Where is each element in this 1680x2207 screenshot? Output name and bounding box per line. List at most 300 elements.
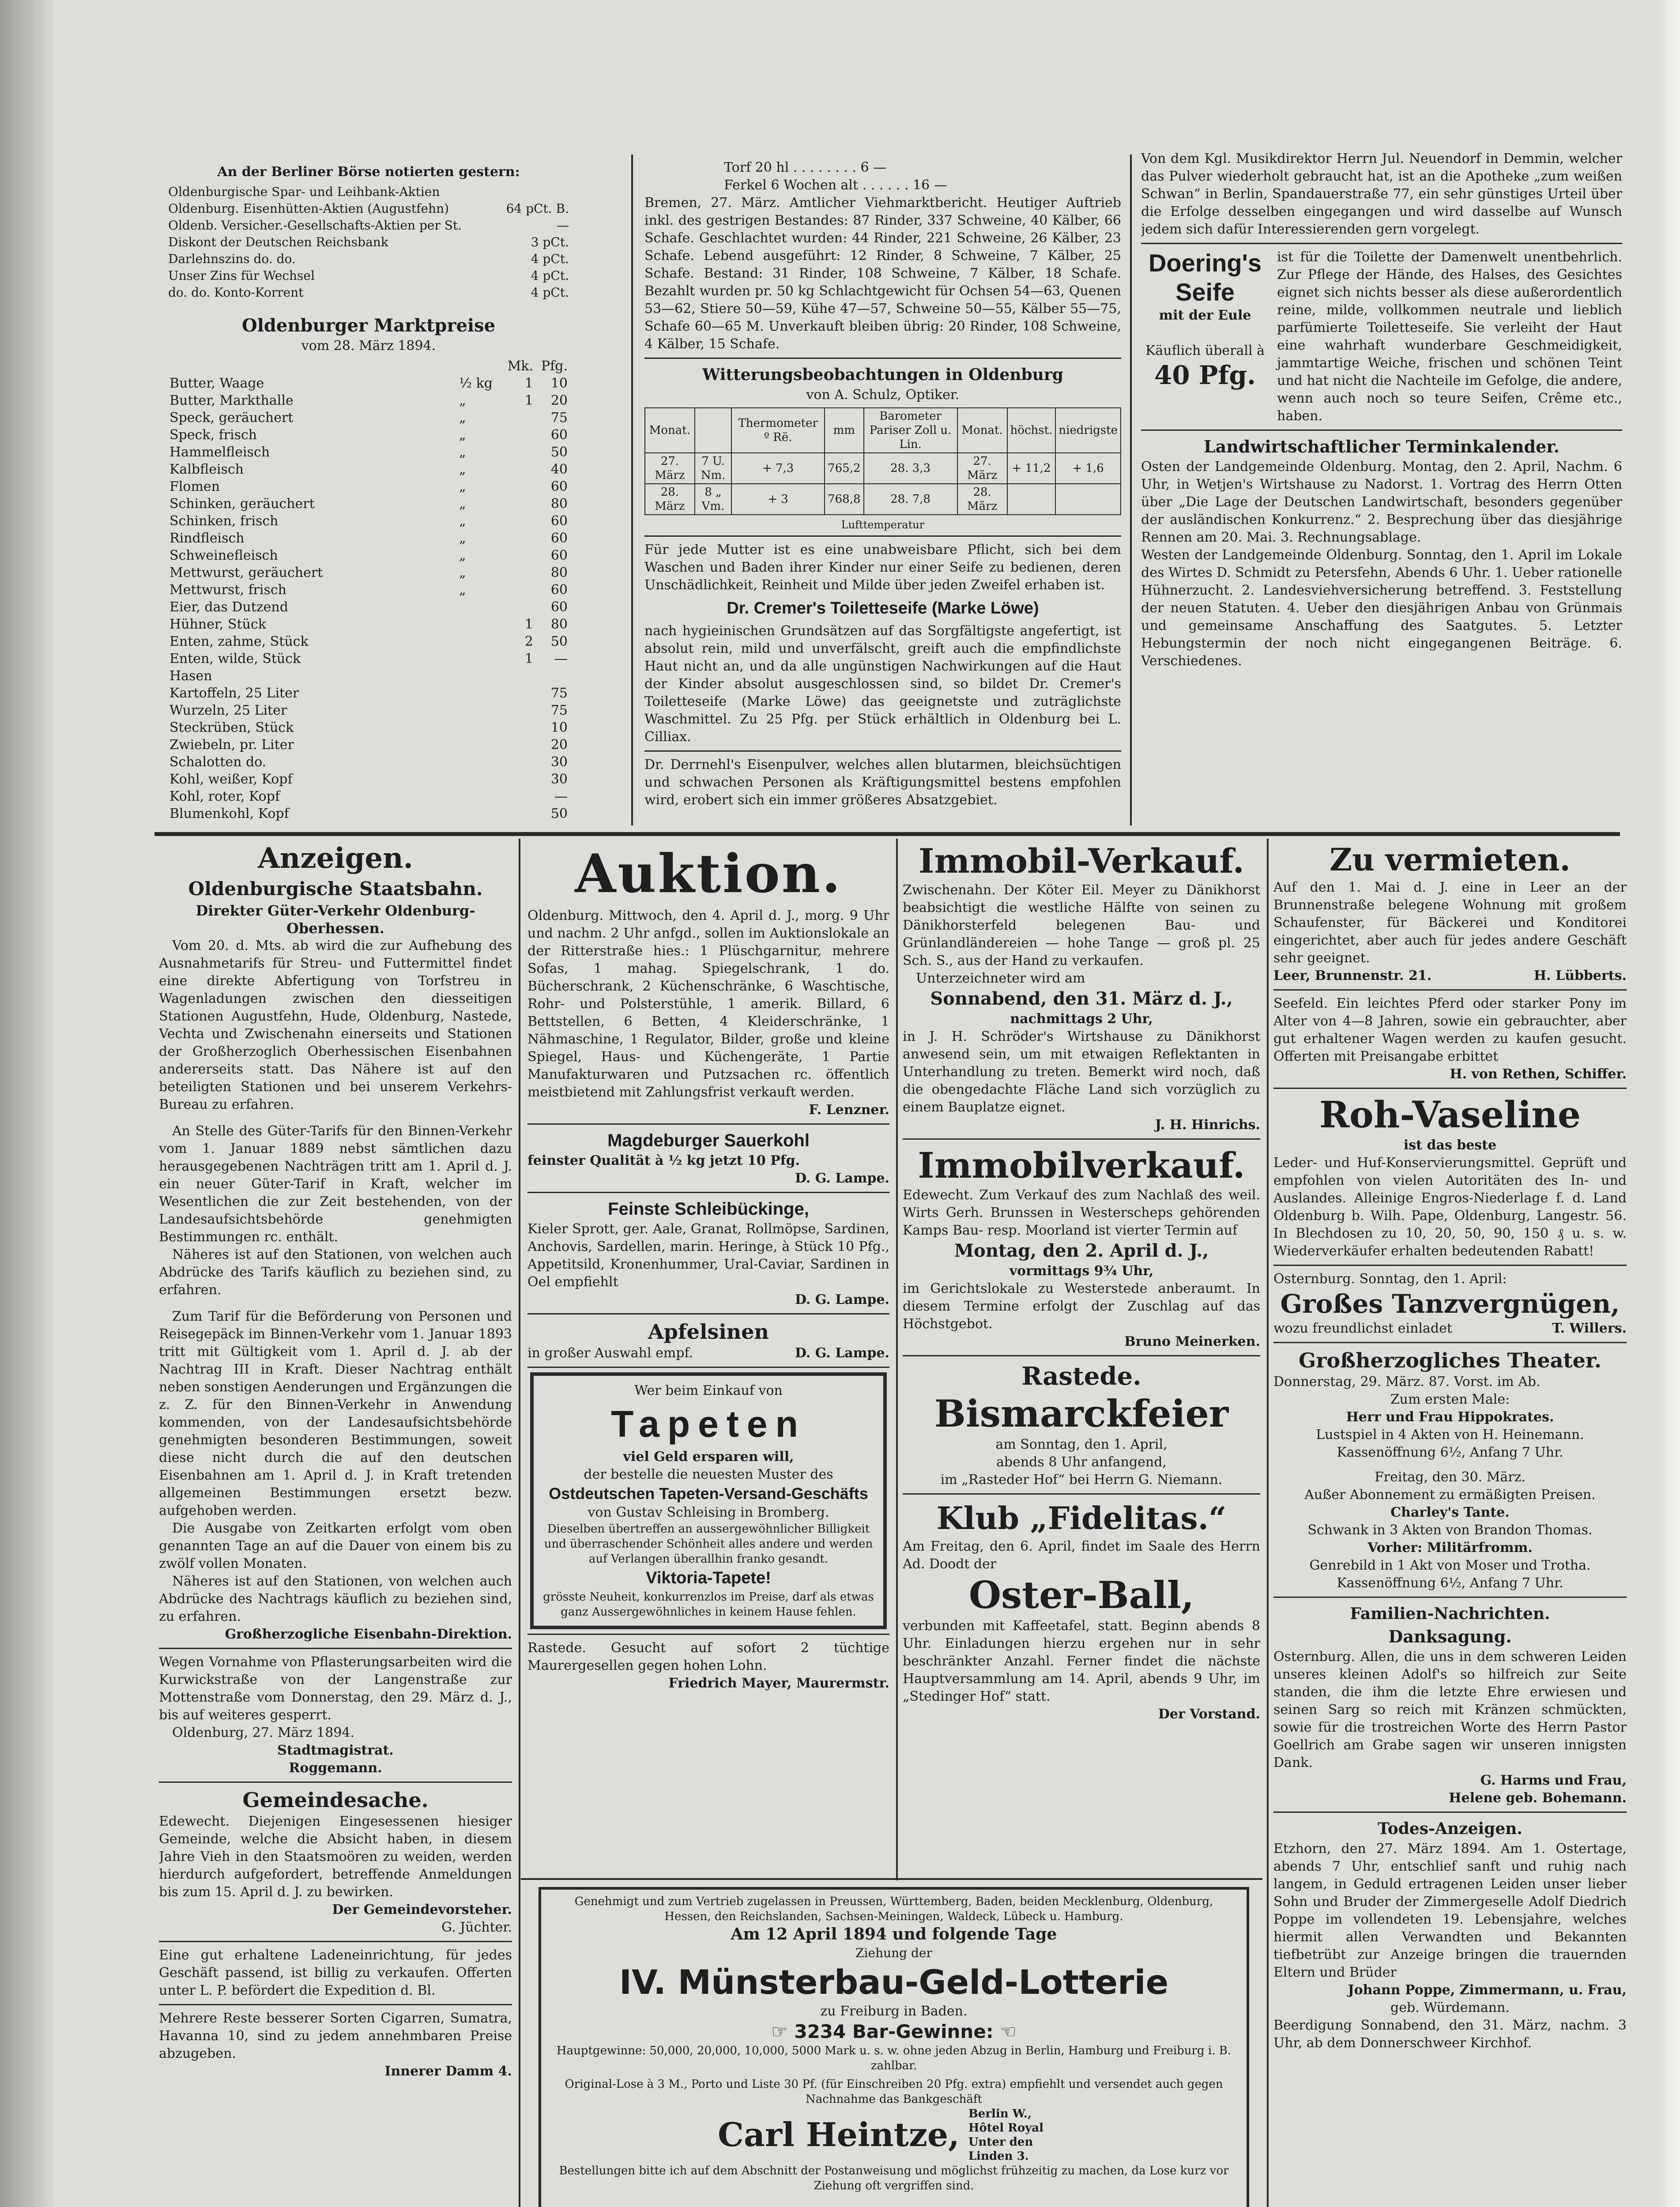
marktpreis-pfg: 10 — [550, 376, 568, 391]
pointing-hand-left-icon: ☜ — [993, 2021, 1017, 2042]
column-rule — [1267, 839, 1269, 2207]
boerse-value: — — [557, 218, 569, 233]
tapeten-line1: Wer beim Einkauf von — [634, 1383, 783, 1398]
marktpreis-item: Blumenkohl, Kopf — [170, 806, 289, 821]
apfelsinen-title: Apfelsinen — [648, 1320, 769, 1344]
marktpreis-pfg: 75 — [550, 410, 568, 426]
marktpreis-item: Schinken, frisch — [170, 513, 279, 529]
immobil2-text: Edewecht. Zum Verkauf des zum Nachlaß des weil. Wirts Gerh. Brunssen in Westerscheps gehörenden Kamps Bau- resp. Moorland ist vierter Termin auf — [903, 1187, 1260, 1238]
immobil1-date: Sonnabend, den 31. März d. J., — [930, 988, 1233, 1009]
ferkel-price: Ferkel 6 Wochen alt . . . . . . 16 — — [724, 177, 947, 193]
apfelsinen-text — [527, 1345, 889, 1362]
rule — [1273, 1597, 1627, 1598]
vermieten-title: Zu vermieten. — [1330, 841, 1571, 878]
marktpreis-unit — [457, 667, 501, 685]
theater-title: Großherzogliches Theater. — [1299, 1348, 1601, 1372]
rule — [1273, 1088, 1627, 1089]
wetter-col-hoechst: höchst. — [1007, 408, 1056, 453]
rule — [903, 1138, 1260, 1140]
boerse-row — [168, 200, 569, 217]
todes-title: Todes-Anzeigen. — [1378, 1819, 1522, 1838]
bismarck-line1: am Sonntag, den 1. April, — [995, 1437, 1168, 1452]
anzeigen-title: Anzeigen. — [258, 842, 413, 875]
immobil2-time: vormittags 9¾ Uhr, — [1009, 1263, 1154, 1279]
wetter-cell: + 3 — [731, 484, 825, 515]
marktpreis-pfg: 80 — [550, 617, 568, 632]
wetter-cell: + 7,3 — [731, 453, 825, 484]
boerse-value — [498, 184, 569, 200]
marktpreis-mk: 1 — [524, 651, 533, 667]
marktpreis-mk — [501, 667, 535, 685]
wetter-byline: von A. Schulz, Optiker. — [806, 387, 960, 403]
lotterie-address: Berlin W., Hôtel Royal Unter den Linden 3. — [968, 2107, 1043, 2163]
marktpreis-unit: „ — [459, 531, 466, 546]
marktpreis-pfg: 40 — [550, 462, 568, 477]
marktpreis-row — [168, 461, 569, 478]
danksagung-title: Danksagung. — [1388, 1627, 1512, 1646]
auktion-title: Auktion. — [575, 843, 842, 905]
marktpreis-mk: 1 — [524, 617, 533, 632]
section-divider — [154, 832, 1620, 836]
marktpreis-item: Kohl, weißer, Kopf — [170, 772, 293, 787]
lotterie-ad — [539, 1887, 1249, 2207]
boerse-label: Diskont der Deutschen Reichsbank — [168, 235, 388, 249]
rule — [903, 1493, 1260, 1495]
lotterie-line3: Ziehung der — [855, 1946, 932, 1960]
wetter-col-mm: mm — [825, 408, 863, 453]
wetter-cell: 768,8 — [825, 484, 863, 515]
bismarck-line2: abends 8 Uhr anfangend, — [996, 1454, 1167, 1470]
cigarren-ad: Mehrere Reste besserer Sorten Cigarren, Sumatra, Havanna 10, sind zu jedem annehmbaren Preise abzugeben. — [159, 2011, 512, 2061]
marktpreis-row — [168, 771, 569, 788]
marktpreis-pfg: 50 — [550, 806, 568, 821]
danksagung-text: Osternburg. Allen, die uns in dem schweren Leiden unseres kleinen Adolf's so hilfreich zur Seite standen, die ihm die letzte Ehre erwiesen und seinen Sarg so reich mit Kränzen schmückten, sowie für die trostreichen Worte des Herrn Pastor Goellrich am Grabe sagen wir unseren innigsten Dank. — [1273, 1649, 1627, 1770]
wetter-col-time — [695, 408, 731, 453]
marktpreis-pfg — [535, 667, 569, 685]
marktpreis-item: Rindfleisch — [170, 531, 245, 546]
marktpreis-mk — [501, 719, 535, 736]
marktpreis-row — [168, 788, 569, 805]
wetter-cell: 27. März — [645, 453, 695, 484]
lotterie-gewinne — [552, 2020, 1236, 2043]
marktpreis-mk — [501, 426, 535, 444]
boerse-row — [168, 251, 569, 267]
rule — [1141, 429, 1622, 431]
marktpreis-pfg: 80 — [550, 496, 568, 512]
marktpreis-unit: „ — [459, 513, 466, 529]
marktpreis-unit — [457, 599, 501, 616]
terminkalender-title: Landwirtschaftlicher Terminkalender. — [1203, 437, 1560, 456]
wetter-cell: 27. März — [957, 453, 1007, 484]
tapeten-line5: Dieselben übertreffen an aussergewöhnlicher Billigkeit und überraschender Schönheit alles andere und werden auf Verlangen überallhin franko gesandt. — [544, 1522, 873, 1566]
marktpreis-row — [168, 564, 569, 581]
marktpreis-row — [168, 409, 569, 426]
doering-seife: Seife — [1175, 278, 1235, 306]
wetter-cell: 8 „ Vm. — [695, 484, 731, 515]
marktpreis-item: Butter, Markthalle — [170, 393, 294, 408]
marktpreis-item: Enten, zahme, Stück — [170, 634, 309, 649]
rule — [159, 1781, 512, 1783]
marktpreis-row — [168, 753, 569, 771]
marktpreis-unit: „ — [459, 427, 466, 443]
marktpreis-row — [168, 805, 569, 822]
rule — [159, 1941, 512, 1942]
viehmarkt-report: Bremen, 27. März. Amtlicher Viehmarktbericht. Heutiger Auftrieb inkl. des gestrigen Bestandes: 87 Rinder, 337 Schweine, 40 Kälber, 66 Schafe. Geschlachtet wurden: 44 Rinder, 221 Schweine, 26 Kälber, 23 Schafe. Lebend ausgeführt: 12 Rinder, 8 Schweine, 7 Kälber, 25 Schafe. Bestand: 31 Rinder, 108 Schweine, 7 Kälber, 18 Schafe. Bezahlt wurden pr. 50 kg Schlachtgewicht für Ochsen 54—63, Quenen 53—62, Stiere 50—59, Kühe 47—57, Schweine 50—55, Kälber 55—75, Schafe 60—65 M. Unverkauft bleiben übrig: 20 Rinder, 108 Schweine, 4 Kälber, 15 Schafe. — [644, 195, 1121, 352]
marktpreis-mk — [501, 564, 535, 581]
tanz-text: wozu freundlichst einladet — [1273, 1321, 1452, 1336]
vaseline-subtitle: ist das beste — [1403, 1137, 1497, 1153]
marktpreis-pfg: 10 — [550, 720, 568, 735]
marktpreis-unit: „ — [459, 410, 466, 426]
terminkalender-osten: Osten der Landgemeinde Oldenburg. Montag, den 2. April, Nachm. 6 Uhr, in Wetjen's Wirtshause zu Nadorst. 1. Vortrag des Herrn Otten über „Die Lage der Deutschen Landwirtschaft, besonders gegenüber der ausländischen Konkurrenz.“ 2. Besprechung über das diesjährige Rennen am 20. Mai. 3. Rechnungsablage. — [1141, 459, 1622, 545]
lotterie-gewinne-text: 3234 Bar-Gewinne: — [794, 2021, 994, 2042]
wetter-row — [645, 453, 1121, 484]
lotterie-line7: Original-Lose à 3 M., Porto und Liste 30 Pf. (für Einschreiben 20 Pfg. extra) empfiehlt und versendet auch gegen Nachnahme das Bankgeschäft — [565, 2078, 1223, 2106]
boerse-value: 4 pCt. — [531, 285, 569, 300]
marktpreis-mk — [501, 753, 535, 771]
tanz-head: Osternburg. Sonntag, den 1. April: — [1273, 1271, 1507, 1287]
right-column — [1273, 841, 1627, 2207]
immobil1-text2: Unterzeichneter wird am — [916, 971, 1085, 986]
boerse-row — [168, 267, 569, 284]
marktpreis-item: Mettwurst, frisch — [170, 582, 287, 598]
marktpreis-pfg: 50 — [550, 634, 568, 649]
wetter-title: Witterungsbeobachtungen in Oldenburg — [702, 365, 1063, 384]
familie-title: Familien-Nachrichten. — [1350, 1604, 1550, 1623]
tanz-sig: T. Willers. — [1552, 1321, 1627, 1336]
rule — [903, 1355, 1260, 1356]
wetter-cell — [1055, 484, 1121, 515]
seefeld-text: Seefeld. Ein leichtes Pferd oder starker Pony im Alter von 4—8 Jahren, sowie ein gebrauchter, aber gut erhaltener Wagen werden zu kaufen gesucht. Offerten mit Preisangabe erbittet — [1273, 996, 1627, 1064]
lotterie-firm-row — [552, 2107, 1236, 2163]
marktpreis-unit — [457, 788, 501, 805]
fidelitas-title: Klub „Fidelitas.“ — [936, 1500, 1227, 1537]
rule — [527, 1192, 889, 1193]
wetter-table — [644, 407, 1121, 515]
schlei-sig: D. G. Lampe. — [795, 1292, 889, 1307]
top-right-column — [1141, 150, 1622, 830]
rastede-gesucht: Rastede. Gesucht auf sofort 2 tüchtige Maurergesellen gegen hohen Lohn. — [527, 1640, 889, 1673]
rule — [527, 1367, 889, 1368]
rule — [527, 1634, 889, 1635]
rule — [1273, 1265, 1627, 1266]
wetter-col-baro: Barometer Pariser Zoll u. Lin. — [864, 408, 957, 453]
boerse-label: Oldenburg. Eisenhütten-Aktien (Augustfehn) — [168, 201, 449, 216]
wetter-col-monat2: Monat. — [957, 408, 1007, 453]
boerse-heading: An der Berliner Börse notierten gestern: — [217, 164, 520, 180]
marktpreis-item: Kartoffeln, 25 Liter — [170, 685, 299, 701]
marktpreis-pfg: 30 — [550, 772, 568, 787]
marktpreis-item: Steckrüben, Stück — [170, 720, 294, 735]
doering-eule: mit der Eule — [1159, 308, 1251, 323]
cigarren-sig: Innerer Damm 4. — [384, 2064, 512, 2079]
wetter-cell: 765,2 — [825, 453, 863, 484]
derrnehl-continued: Von dem Kgl. Musikdirektor Herrn Jul. Neuendorf in Demmin, welcher das Pulver wiederholt gebraucht hat, ist an die Apotheke „zum weißen Schwan“ in Berlin, Spandauerstraße 77, ein sehr günstiges Urteil über die Erfolge desselben eingegangen und wird dasselbe auf Wunsch jedem sich dafür Interessierenden gern vorgelegt. — [1141, 151, 1622, 237]
marktpreis-pfg: 60 — [550, 599, 568, 615]
boerse-row — [168, 284, 569, 301]
danksagung-sig2: Helene geb. Bohemann. — [1449, 1790, 1627, 1806]
todes-sig1: Johann Poppe, Zimmermann, u. Frau, — [1348, 1982, 1627, 1998]
lufttemperatur-label: Lufttemperatur — [841, 519, 925, 531]
marktpreis-pfg: 60 — [550, 548, 568, 563]
derrnehl-ad: Dr. Derrnehl's Eisenpulver, welches allen blutarmen, bleichsüchtigen und schwachen Personen als Kräftigungsmittel bestens empfohlen wird, erobert sich ein immer größeres Absatzgebiet. — [644, 757, 1121, 808]
page-binding-edge — [0, 0, 53, 2207]
fidelitas-text2: verbunden mit Kaffeetafel, statt. Beginn abends 8 Uhr. Einladungen hierzu ergehen nur in sehr beschränkter Anzahl. Ferner findet die nächste Hauptversammlung am 14. April, abends 9 Uhr, im „Stedinger Hof“ statt. — [903, 1618, 1260, 1704]
marktpreis-row — [168, 392, 569, 409]
marktpreis-unit — [457, 771, 501, 788]
bismarck-title: Bismarckfeier — [934, 1392, 1229, 1435]
rule — [1273, 1342, 1627, 1343]
immobil1-sig: J. H. Hinrichs. — [1155, 1117, 1260, 1133]
boerse-value: 4 pCt. — [531, 252, 569, 266]
marktpreis-item: Enten, wilde, Stück — [170, 651, 301, 667]
marktpreis-item: Mettwurst, geräuchert — [170, 565, 323, 580]
pflaster-date: Oldenburg, 27. März 1894. — [172, 1725, 355, 1740]
theater-line1: Donnerstag, 29. März. 87. Vorst. im Ab. — [1273, 1374, 1541, 1390]
pointing-hand-icon: ☞ — [771, 2021, 795, 2042]
marktpreis-unit: „ — [459, 565, 466, 580]
marktpreis-item: Speck, frisch — [170, 427, 257, 443]
rule — [527, 1313, 889, 1314]
top-left-column — [168, 163, 569, 834]
marktpreis-unit — [457, 702, 501, 719]
rastede-gesucht-sig: Friedrich Mayer, Maurermstr. — [668, 1676, 889, 1691]
marktpreis-row — [168, 375, 569, 392]
marktpreis-mk — [501, 771, 535, 788]
marktpreis-mk — [501, 478, 535, 495]
marktpreis-item: Hasen — [170, 668, 212, 684]
doering-ad — [1141, 249, 1622, 425]
pflaster-sig1: Stadtmagistrat. — [277, 1743, 394, 1758]
marktpreis-row — [168, 547, 569, 564]
bismarck-place: Rastede. — [1021, 1362, 1141, 1391]
theater-line9: Genrebild in 1 Akt von Moser und Trotha. — [1309, 1558, 1591, 1573]
lotterie-line4: zu Freiburg in Baden. — [820, 2004, 968, 2019]
marktpreise-col-mk: Mk. — [507, 358, 533, 374]
vermieten-text: Auf den 1. Mai d. J. eine in Leer an der Brunnenstraße belegene Wohnung mit großem Schaufenster, für Bäckerei und Konditorei eingerichtet, aber auch für jedes andere Geschäft sehr geeignet. — [1273, 880, 1627, 966]
marktpreis-mk — [501, 495, 535, 512]
sauerkohl-text: feinster Qualität à ½ kg jetzt 10 Pfg. — [527, 1153, 800, 1168]
marktpreis-mk — [501, 530, 535, 547]
staatsbahn-p4: Zum Tarif für die Beförderung von Personen und Reisegepäck im Binnen-Verkehr vom 1. Januar 1893 tritt mit Gültigkeit vom 1. April d. J. ab der Nachtrag III in Kraft. Dieser Nachtrag enthält neben sonstigen Aenderungen und Ergänzungen die z. Z. für den Binnen-Verkehr in Anwendung kommenden, von der Landesaufsichtsbehörde genehmigten besonderen Bestimmungen, soweit diese nicht durch die auf den deutschen Eisenbahnen am 1. April d. J. in Kraft tretenden allgemeinen Bestimmungen ersetzt bezw. aufgehoben werden. — [159, 1309, 512, 1518]
marktpreis-mk — [501, 736, 535, 753]
marktpreis-mk — [501, 444, 535, 461]
lotterie-firm: Carl Heintze, — [718, 2116, 960, 2154]
boerse-row — [168, 234, 569, 251]
marktpreis-unit — [457, 719, 501, 736]
anzeigen-column — [159, 841, 512, 2207]
marktpreis-mk: 1 — [524, 376, 533, 391]
marktpreis-unit: „ — [459, 462, 466, 477]
wetter-cell: 28. 7,8 — [864, 484, 957, 515]
rule — [1273, 1812, 1627, 1813]
wetter-col-niedrig: niedrigste — [1055, 408, 1121, 453]
marktpreis-unit: „ — [459, 393, 466, 408]
marktpreis-unit: „ — [459, 582, 466, 598]
auktion-sig: F. Lenzner. — [809, 1102, 889, 1118]
doering-price-label: Käuflich überall à — [1145, 343, 1265, 358]
immobil2-text2: im Gerichtslokale zu Westerstede anberaumt. In diesem Termine erfolgt der Zuschlag auf das Höchstgebot. — [903, 1281, 1260, 1332]
schlei-title: Feinste Schleibückinge, — [608, 1199, 809, 1219]
rule — [159, 1648, 512, 1649]
boerse-table — [168, 184, 569, 301]
marktpreis-row — [168, 478, 569, 495]
wetter-cell: + 1,6 — [1055, 453, 1121, 484]
lotterie-line8: Bestellungen bitte ich auf dem Abschnitt der Postanweisung und möglichst frühzeitig zu machen, da Lose kurz vor Ziehung oft vergriffen sind. — [559, 2164, 1229, 2192]
marktpreis-row — [168, 495, 569, 512]
laden-ad: Eine gut erhaltene Ladeneinrichtung, für jedes Geschäft passend, ist billig zu verkaufen. Offerten unter L. P. befördert die Expedition d. Bl. — [159, 1947, 512, 1998]
rule — [644, 358, 1121, 359]
marktpreis-mk: 2 — [524, 634, 533, 649]
marktpreis-item: Zwiebeln, pr. Liter — [170, 737, 294, 753]
column-rule — [896, 839, 898, 1880]
marktpreis-row — [168, 719, 569, 736]
lotterie-line6: Hauptgewinne: 50,000, 20,000, 10,000, 5000 Mark u. s. w. ohne jeden Abzug in Berlin, Hamburg und Freiburg i. B. zahlbar. — [556, 2044, 1232, 2072]
theater-line4: Kassenöffnung 6½, Anfang 7 Uhr. — [1337, 1445, 1563, 1460]
marktpreis-unit: „ — [459, 496, 466, 512]
theater-play1: Herr und Frau Hippokrates. — [1346, 1409, 1554, 1425]
marktpreis-mk — [501, 547, 535, 564]
marktpreis-unit: „ — [459, 444, 466, 460]
tapeten-viktoria: Viktoria-Tapete! — [646, 1569, 771, 1587]
marktpreis-mk: 1 — [524, 393, 533, 408]
auktion-column — [527, 841, 889, 1874]
rule — [644, 750, 1121, 752]
marktpreis-mk — [501, 461, 535, 478]
lotterie-date: Am 12 April 1894 und folgende Tage — [731, 1925, 1057, 1943]
marktpreis-item: Schinken, geräuchert — [170, 496, 315, 512]
marktpreis-unit — [457, 616, 501, 633]
wetter-cell: 28. März — [957, 484, 1007, 515]
marktpreis-unit — [457, 650, 501, 667]
immobil2-title: Immobilverkauf. — [918, 1145, 1245, 1186]
doering-text: ist für die Toilette der Damenwelt unentbehrlich. Zur Pflege der Hände, des Halses, des Gesichtes eignet sich nichts besser als diese außerordentlich reine, milde, vollkommen neutrale und lieblich parfümierte Toiletteseife. Sie verleiht der Haut eine wahrhaft wunderbare Geschmeidigkeit, jammtartige Weiche, frischen und schönen Teint und hat nicht die Nachteile im Gefolge, die andere, wenn auch noch so teure Seifen, Crême etc., haben. — [1277, 249, 1622, 424]
staatsbahn-p3: Näheres ist auf den Stationen, von welchen auch Abdrücke des Tarifs käuflich zu beziehen sind, zu erfahren. — [159, 1247, 512, 1298]
marktpreis-unit: ½ kg — [459, 376, 493, 391]
boerse-label: do. do. Konto-Korrent — [168, 285, 304, 300]
todes-text: Etzhorn, den 27. März 1894. Am 1. Ostertage, abends 7 Uhr, entschlief sanft und ruhig nach langem, in Geduld ertragenen Leiden unser lieber Sohn und Bruder der Zimmergeselle Adolf Diedrich Poppe im vollendeten 19. Lebensjahre, welches hiermit allen Verwandten und Bekannten tiefbetrübt zur Anzeige bringen die trauernden Eltern und Brüder — [1273, 1841, 1627, 1980]
marktpreis-pfg: 80 — [550, 565, 568, 580]
immobil1-text: Zwischenahn. Der Köter Eil. Meyer zu Dänikhorst beabsichtigt die westliche Hälfte von seinen zu Dänikhorsterfeld belegenen Bau- und Grünlandländereien — hohe Tange — groß pl. 25 Sch. S., aus der Hand zu verkaufen. — [903, 882, 1260, 968]
rule — [1273, 989, 1627, 991]
wetter-cell: 28. 3,3 — [864, 453, 957, 484]
lotterie-line1: Genehmigt und zum Vertrieb zugelassen in Preussen, Württemberg, Baden, beiden Mecklenburg, Oldenburg, Hessen, den Reichslanden, Sachsen-Meiningen, Waldeck, Lübeck u. Hamburg. — [574, 1895, 1213, 1923]
marktpreis-pfg: 30 — [550, 754, 568, 770]
gemeindesache-sig1: Der Gemeindevorsteher. — [332, 1902, 512, 1917]
marktpreis-unit — [457, 736, 501, 753]
cremer-title: Dr. Cremer's Toiletteseife (Marke Löwe) — [727, 599, 1039, 618]
tapeten-line4: von Gustav Schleising in Bromberg. — [588, 1505, 829, 1520]
staatsbahn-p1: Vom 20. d. Mts. ab wird die zur Aufhebung des Ausnahmetarifs für Streu- und Futtermittel findet eine direkte Abfertigung von Torfstreu in Wagenladungen zwischen den diesseitigen Stationen Augustfehn, Hude, Oldenburg, Nastede, Vechta und Zwischenahn einerseits und Stationen der Großherzoglich Oberhessischen Eisenbahnen andererseits statt. Das Nähere ist auf den beteiligten Stationen und bei unserem Verkehrs-Bureau zu erfahren. — [159, 938, 512, 1112]
marktpreis-row — [168, 581, 569, 599]
marktpreis-pfg: 60 — [550, 427, 568, 443]
marktpreis-unit — [457, 685, 501, 702]
gemeindesache-title: Gemeindesache. — [242, 1788, 429, 1812]
immobil1-time: nachmittags 2 Uhr, — [1010, 1011, 1153, 1027]
theater-line6: Außer Abonnement zu ermäßigten Preisen. — [1304, 1487, 1596, 1503]
tapeten-line2: viel Geld ersparen will, — [623, 1449, 794, 1465]
marktpreis-row — [168, 530, 569, 547]
boerse-row — [168, 184, 569, 200]
marktpreis-mk — [501, 409, 535, 426]
todes-sig2: geb. Würdemann. — [1390, 2000, 1510, 2015]
cremer-text: nach hygieinischen Grundsätzen auf das Sorgfältigste angefertigt, ist absolut rein, mild und unverfälscht, greift auch die empfindlichste Haut nicht an, und da alle ungünstigen Nachwirkungen auf die Haut der Kinder absolut ausgeschlossen sind, so bildet Dr. Cremer's Toiletteseife (Marke Löwe) das geeignetste und zuträglichste Waschmittel. Zu 25 Pfg. per Stück erhältlich in Oldenburg bei L. Cilliax. — [644, 623, 1121, 745]
page-right-edge — [1654, 0, 1680, 2207]
marktpreise-title: Oldenburger Marktpreise — [241, 315, 496, 336]
marktpreis-item: Butter, Waage — [170, 376, 264, 391]
tapeten-firm: Ostdeutschen Tapeten-Versand-Geschäfts — [549, 1484, 868, 1503]
marktpreis-unit — [457, 805, 501, 822]
boerse-label: Unser Zins für Wechsel — [168, 268, 315, 283]
theater-line8: Vorher: Militärfromm. — [1367, 1540, 1533, 1555]
rule — [1141, 243, 1622, 244]
theater-line3: Lustspiel in 4 Akten von H. Heinemann. — [1316, 1427, 1584, 1442]
immobil2-date: Montag, den 2. April d. J., — [954, 1240, 1209, 1261]
marktpreis-pfg: — — [554, 789, 568, 804]
marktpreis-item: Schweinefleisch — [170, 548, 278, 563]
column-rule — [631, 154, 633, 825]
wetter-col-monat: Monat. — [645, 408, 695, 453]
cremer-intro: Für jede Mutter ist es eine unabweisbare Pflicht, sich bei dem Waschen und Baden ihrer Kinder nur einer Seife zu bedienen, deren Unschädlichkeit, Reinheit und Milde über jeden Zweifel erhaben ist. — [644, 542, 1121, 593]
immobil2-sig: Bruno Meinerken. — [1124, 1334, 1260, 1349]
marktpreis-pfg: 50 — [550, 444, 568, 460]
wetter-cell — [1007, 484, 1056, 515]
seefeld-sig: H. von Rethen, Schiffer. — [1450, 1066, 1627, 1082]
marktpreis-item: Hühner, Stück — [170, 617, 266, 632]
vermieten-address: Leer, Brunnenstr. 21. — [1273, 968, 1432, 983]
todes-text2: Beerdigung Sonnabend, den 31. März, nachm. 3 Uhr, ab dem Donnerschweer Kirchhof. — [1273, 2018, 1627, 2051]
terminkalender-westen: Westen der Landgemeinde Oldenburg. Sonntag, den 1. April im Lokale des Wirtes D. Schmidt zu Petersfehn, Abends 6 Uhr. 1. Ueber rationelle Hühnerzucht. 2. Landesviehversicherung betreffend. 3. Feststellung der neuen Statuten. 4. Ueber den diesjährigen Anbau von Grünmais und gemeinsame Anschaffung des Saatgutes. 5. Letzter Hebungstermin der noch nicht eingegangenen Beiträge. 6. Verschiedenes. — [1141, 547, 1622, 669]
immobil1-text3: in J. H. Schröder's Wirtshause zu Dänikhorst anwesend sein, um mit etwaigen Reflektanten in Unterhandlung zu treten. Bemerkt wird noch, daß die obengedachte Fläche Land sich vorzüglich zu einem Bauplatze eignet. — [903, 1029, 1260, 1115]
boerse-label: Darlehnszins do. do. — [168, 252, 296, 266]
top-middle-column — [644, 159, 1121, 830]
tapeten-line6: grösste Neuheit, konkurrenzlos im Preise, darf als etwas ganz Aussergewöhnliches in keinem Hause fehlen. — [543, 1590, 874, 1619]
marktpreis-pfg: 20 — [550, 393, 568, 408]
marktpreis-row — [168, 685, 569, 702]
doering-price: 40 Pfg. — [1154, 360, 1256, 390]
gemeindesache-text: Edewecht. Diejenigen Eingesessenen hiesiger Gemeinde, welche die Absicht haben, in diesem Jahre Vieh in den Staatsmoören zu weiden, werden hierdurch aufgefordert, betreffende Anmeldungen bis zum 15. April d. J. zu bewirken. — [159, 1814, 512, 1900]
vermieten-sig: H. Lübberts. — [1533, 968, 1627, 983]
vaseline-title: Roh-Vaseline — [1319, 1094, 1581, 1136]
marktpreis-row — [168, 633, 569, 650]
marktpreis-row — [168, 444, 569, 461]
boerse-label: Oldenb. Versicher.-Gesellschafts-Aktien per St. — [168, 218, 462, 233]
torf-price: Torf 20 hl . . . . . . . . 6 — — [724, 160, 887, 175]
staatsbahn-p2: An Stelle des Güter-Tarifs für den Binnen-Verkehr vom 1. Januar 1889 nebst sämtlichen dazu herausgegebenen Nachträgen tritt am 1. April d. J. ein neuer Güter-Tarif in Kraft, welcher im Wesentlichen die zur Zeit bestehenden, von der Landesaufsichtsbehörde genehmigten Bestimmungen rc. enthält. — [159, 1123, 512, 1245]
marktpreis-pfg: 60 — [550, 582, 568, 598]
marktpreis-row — [168, 736, 569, 753]
apfelsinen-sig: D. G. Lampe. — [795, 1345, 889, 1361]
fidelitas-sig: Der Vorstand. — [1158, 1706, 1260, 1722]
tapeten-line3: der bestelle die neuesten Muster des — [584, 1467, 833, 1482]
lottery-top-rule — [521, 1878, 1262, 1880]
boerse-value: 3 pCt. — [531, 235, 569, 249]
marktpreis-pfg: 20 — [550, 737, 568, 753]
marktpreis-item: Hammelfleisch — [170, 444, 270, 460]
marktpreis-unit: „ — [459, 548, 466, 563]
fidelitas-text: Am Freitag, den 6. April, findet im Saale des Herrn Ad. Doodt der — [903, 1539, 1260, 1572]
boerse-row — [168, 217, 569, 234]
boerse-label: Oldenburgische Spar- und Leihbank-Aktien — [168, 185, 440, 199]
tanz-title: Großes Tanzvergnügen, — [1280, 1289, 1620, 1319]
marktpreis-mk — [501, 581, 535, 599]
wetter-cell: + 11,2 — [1007, 453, 1056, 484]
marktpreis-item: Wurzeln, 25 Liter — [170, 703, 287, 718]
doering-name: Doering's — [1148, 249, 1262, 277]
wetter-row — [645, 484, 1121, 515]
marktpreis-row — [168, 512, 569, 530]
marktpreis-item: Speck, geräuchert — [170, 410, 294, 426]
